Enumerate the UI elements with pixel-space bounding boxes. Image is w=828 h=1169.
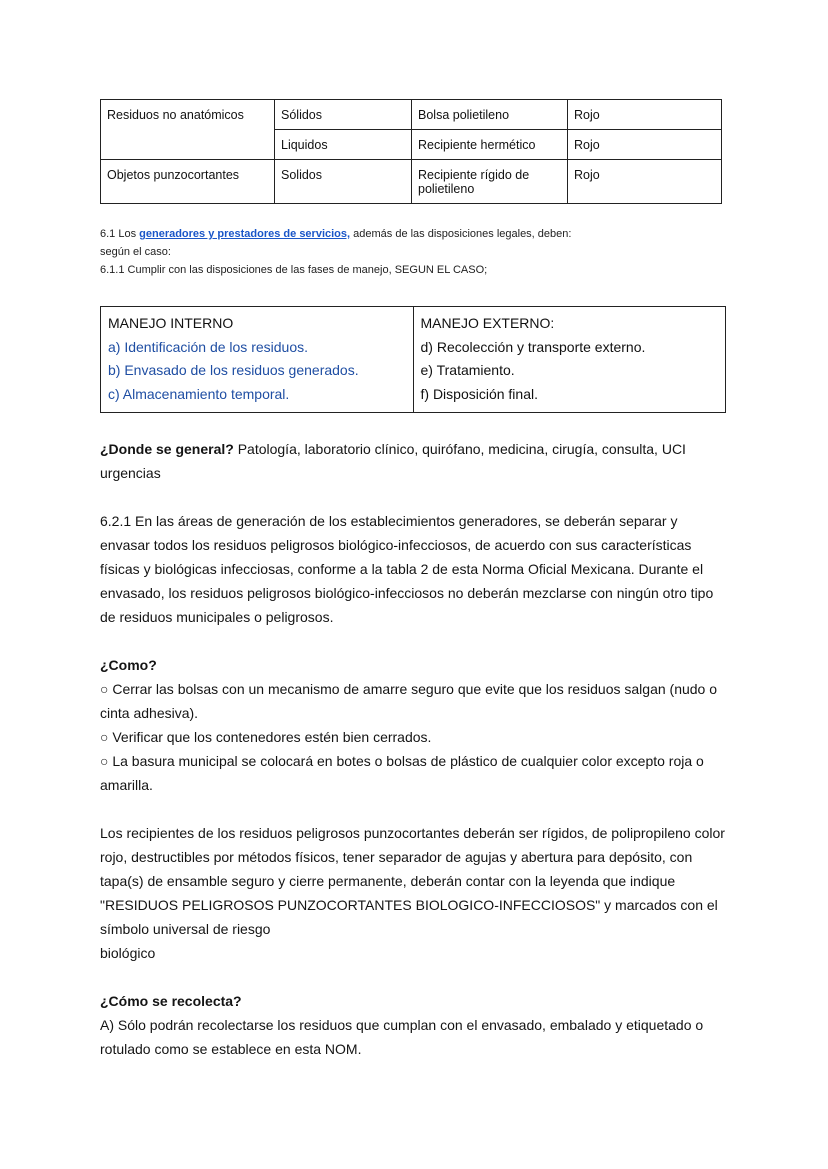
como-title: ¿Como?	[100, 657, 157, 673]
donde-answer: Patología, laboratorio clínico, quirófano, medicina, cirugía, consulta, UCI urgencias	[100, 441, 686, 481]
list-item: d) Recolección y transporte externo.	[420, 338, 646, 355]
table-cell: Objetos punzocortantes	[101, 160, 275, 204]
list-item: ○ La basura municipal se colocará en botes o bolsas de plástico de cualquier color excepto roja o amarilla.	[100, 753, 704, 793]
manejo-externo-title: MANEJO EXTERNO:	[420, 315, 555, 331]
section-6-1-line	[100, 227, 571, 241]
list-item: ○ Cerrar las bolsas con un mecanismo de amarre seguro que evite que los residuos salgan (nudo o cinta adhesiva).	[100, 681, 718, 721]
table-row	[101, 100, 722, 130]
table-cell: Liquidos	[275, 130, 412, 160]
list-item: c) Almacenamiento temporal.	[108, 385, 290, 402]
list-item: a) Identificación de los residuos.	[108, 338, 308, 355]
table-row	[101, 307, 726, 413]
donde-question: ¿Donde se general?	[100, 441, 234, 457]
recipientes-tail: biológico	[100, 945, 156, 961]
table-cell: Solidos	[275, 160, 412, 204]
recolecta-text: A) Sólo podrán recolectarse los residuos que cumplan con el envasado, embalado y etiquetado o rotulado como se establece en esta NOM.	[100, 1017, 704, 1057]
generadores-link[interactable]: generadores y prestadores de servicios,	[139, 228, 351, 240]
recipientes-paragraph	[100, 821, 730, 965]
table-row	[101, 160, 722, 204]
list-item: f) Disposición final.	[420, 385, 538, 402]
como-section	[100, 653, 730, 797]
section-6-1-suffix: además de las disposiciones legales, deben:	[350, 228, 572, 240]
table-cell: Residuos no anatómicos	[101, 100, 275, 160]
section-6-2-1	[100, 509, 730, 629]
donde-paragraph	[100, 437, 700, 485]
recipientes-text: Los recipientes de los residuos peligrosos punzocortantes deberán ser rígidos, de polipropileno color rojo, destructibles por métodos físicos, tener separador de agujas y abertura para depósito, con tapa(s) de ensamble seguro y cierre permanente, deberán contar con la leyenda que indique "RESIDUOS PELIGROSOS PUNZOCORTANTES BIOLOGICO-INFECCIOSOS" y marcados con el símbolo universal de riesgo	[100, 825, 725, 937]
table-cell: Recipiente hermético	[412, 130, 568, 160]
recolecta-title: ¿Cómo se recolecta?	[100, 993, 242, 1009]
manejo-interno-title: MANEJO INTERNO	[108, 315, 234, 331]
table-cell: Rojo	[568, 130, 722, 160]
section-6-1-1: 6.1.1 Cumplir con las disposiciones de las fases de manejo, SEGUN EL CASO;	[100, 264, 488, 276]
list-item: ○ Verificar que los contenedores estén bien cerrados.	[100, 729, 432, 745]
table-cell: Bolsa polietileno	[412, 100, 568, 130]
table-cell: Recipiente rígido de polietileno	[412, 160, 568, 204]
section-6-1-line2: según el caso:	[100, 246, 171, 258]
list-item: e) Tratamiento.	[420, 362, 515, 378]
table-cell: Rojo	[568, 100, 722, 130]
waste-classification-table	[100, 99, 722, 204]
recolecta-section	[100, 989, 730, 1061]
section-6-2-1-text: 6.2.1 En las áreas de generación de los establecimientos generadores, se deberán separar y envasar todos los residuos peligrosos biológico-infecciosos, de acuerdo con sus características físicas y biológicas infecciosas, conforme a la tabla 2 de esta Norma Oficial Mexicana. Durante el envasado, los residuos peligrosos biológico-infecciosos no deberán mezclarse con ningún otro tipo de residuos municipales o peligrosos.	[100, 513, 714, 625]
manejo-table	[100, 306, 726, 413]
manejo-externo-cell	[413, 307, 726, 413]
manejo-interno-cell	[101, 307, 414, 413]
section-6-1-prefix: 6.1 Los	[100, 228, 140, 240]
table-cell: Rojo	[568, 160, 722, 204]
list-item: b) Envasado de los residuos generados.	[108, 362, 359, 378]
table-cell: Sólidos	[275, 100, 412, 130]
